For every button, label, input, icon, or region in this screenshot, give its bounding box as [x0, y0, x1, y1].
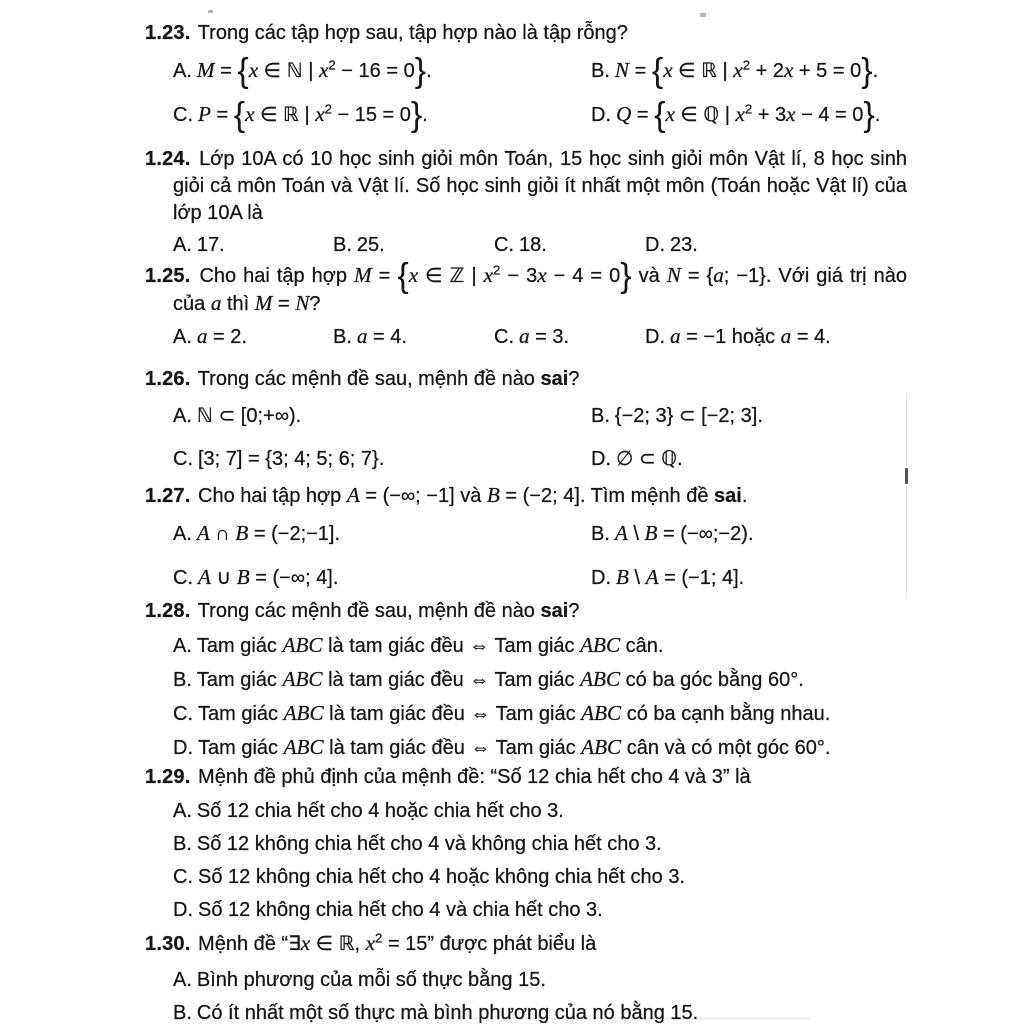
- option-text: Số 12 không chia hết cho 4 hoặc không chia hết cho 3.: [198, 866, 686, 888]
- question-stem: [145, 482, 907, 510]
- option-text: N = {x ∈ ℝ | $x^2 + 2x + 5 = 0$}.: [614, 51, 879, 90]
- option-text: 17.: [196, 234, 225, 256]
- option-label: A.: [173, 800, 192, 822]
- question-stem: [145, 598, 907, 625]
- question-text: Cho hai tập hợp M = {x ∈ ℤ | $x^2 - 3x - 4 = 0$} và N = {a; −1}. Với giá trị nào của a thì M = N?: [173, 256, 907, 315]
- question-1-23: [145, 20, 907, 134]
- question-number: 1.25.: [145, 265, 191, 287]
- question-options: [145, 519, 907, 592]
- option-text: Tam giác ABC là tam giác đều ⇔ Tam giác ABC có ba cạnh bằng nhau.: [198, 701, 831, 725]
- option-label: D.: [645, 234, 665, 256]
- option-b: [591, 402, 907, 430]
- question-1-28: [145, 598, 907, 767]
- option-a: [173, 519, 591, 548]
- option-text: ℕ ⊂ [0;+∞).: [196, 405, 302, 427]
- option-label: C.: [173, 104, 193, 126]
- question-1-24: [145, 146, 907, 259]
- option-c: [494, 322, 645, 351]
- option-c: [173, 95, 591, 134]
- question-number: 1.28.: [145, 600, 191, 622]
- question-number: 1.30.: [145, 933, 191, 955]
- option-a: [173, 797, 907, 825]
- option-text: A \ B = (−∞;−2).: [614, 521, 754, 545]
- question-options: [145, 402, 907, 473]
- option-d: [645, 231, 907, 259]
- option-text: ∅ ⊂ ℚ.: [616, 448, 683, 470]
- option-c: [173, 563, 591, 592]
- question-number: 1.24.: [145, 148, 191, 170]
- question-text: Lớp 10A có 10 học sinh giỏi môn Toán, 15 học sinh giỏi môn Vật lí, 8 học sinh giỏi cả môn Toán và Vật lí. Số học sinh giỏi ít nhất một môn (Toán hoặc Vật lí) của lớp 10A là: [173, 148, 907, 224]
- option-label: B.: [173, 833, 192, 855]
- option-label: A.: [173, 405, 192, 427]
- question-stem: [145, 930, 907, 958]
- question-options: [145, 631, 907, 762]
- option-text: A ∪ B = (−∞; 4].: [198, 565, 339, 589]
- option-text: a = −1 hoặc a = 4.: [670, 324, 831, 348]
- option-label: C.: [494, 234, 514, 256]
- option-text: Số 12 không chia hết cho 4 và không chia hết cho 3.: [196, 833, 662, 855]
- option-text: Tam giác ABC là tam giác đều ⇔ Tam giác ABC có ba góc bằng 60°.: [196, 667, 804, 691]
- option-c: [173, 699, 907, 728]
- question-text: Trong các tập hợp sau, tập hợp nào là tập rỗng?: [197, 22, 628, 44]
- option-label: A.: [173, 969, 192, 991]
- option-label: A.: [173, 60, 192, 82]
- question-number: 1.27.: [145, 485, 191, 507]
- option-a: [173, 322, 333, 351]
- option-label: D.: [173, 737, 193, 759]
- option-label: C.: [173, 448, 193, 470]
- question-stem: [145, 20, 907, 47]
- question-text: Mệnh đề phủ định của mệnh đề: “Số 12 chia hết cho 4 và 3” là: [198, 766, 751, 788]
- option-text: 25.: [356, 234, 385, 256]
- option-label: C.: [173, 703, 193, 725]
- option-label: A.: [173, 635, 192, 657]
- option-label: A.: [173, 234, 192, 256]
- option-text: {−2; 3} ⊂ [−2; 3].: [614, 405, 763, 427]
- option-label: B.: [173, 1002, 192, 1024]
- option-label: D.: [645, 326, 665, 348]
- option-d: [591, 445, 907, 473]
- option-label: B.: [333, 234, 352, 256]
- option-label: C.: [173, 567, 193, 589]
- option-label: A.: [173, 523, 192, 545]
- option-text: 18.: [519, 234, 547, 256]
- question-1-29: [145, 764, 907, 929]
- question-text: Mệnh đề “∃x ∈ ℝ, $x^2 = 15$” được phát biểu là: [198, 930, 597, 955]
- option-c: [173, 445, 591, 473]
- question-1-26: [145, 366, 907, 473]
- option-label: C.: [494, 326, 514, 348]
- option-label: D.: [173, 899, 193, 921]
- question-text: Trong các mệnh đề sau, mệnh đề nào sai?: [197, 368, 580, 390]
- question-stem: [145, 366, 907, 393]
- scan-artifact-speck: [700, 13, 706, 17]
- option-label: C.: [173, 866, 193, 888]
- option-b: [173, 999, 907, 1027]
- question-text: Cho hai tập hợp A = (−∞; −1] và B = (−2; 4]. Tìm mệnh đề sai.: [198, 483, 748, 507]
- question-options: [145, 51, 907, 134]
- option-text: Có ít nhất một số thực mà bình phương của nó bằng 15.: [196, 1002, 699, 1024]
- question-options: [145, 797, 907, 924]
- option-label: D.: [591, 448, 611, 470]
- option-text: a = 2.: [196, 324, 247, 348]
- option-text: M = {x ∈ ℕ | $x^2 - 16 = 0$}.: [196, 51, 432, 90]
- option-b: [173, 665, 907, 694]
- question-stem: [145, 764, 907, 791]
- question-stem: [145, 146, 907, 227]
- option-label: B.: [591, 405, 610, 427]
- option-b: [591, 519, 907, 548]
- option-d: [591, 95, 907, 134]
- option-text: Tam giác ABC là tam giác đều ⇔ Tam giác ABC cân và có một góc 60°.: [198, 735, 831, 759]
- option-a: [173, 231, 333, 259]
- option-text: [3; 7] = {3; 4; 5; 6; 7}.: [198, 448, 385, 470]
- option-text: A ∩ B = (−2;−1].: [196, 521, 341, 545]
- option-b: [591, 51, 907, 90]
- question-1-25: [145, 256, 907, 351]
- option-c: [494, 231, 645, 259]
- question-number: 1.29.: [145, 766, 191, 788]
- option-label: D.: [591, 567, 611, 589]
- question-text: Trong các mệnh đề sau, mệnh đề nào sai?: [197, 600, 580, 622]
- option-b: [333, 231, 494, 259]
- question-number: 1.26.: [145, 368, 191, 390]
- option-label: A.: [173, 326, 192, 348]
- option-b: [333, 322, 494, 351]
- option-d: [173, 733, 907, 762]
- option-label: D.: [591, 104, 611, 126]
- question-options: [145, 231, 907, 259]
- scan-artifact-speck: [208, 10, 213, 13]
- option-a: [173, 631, 907, 660]
- option-label: B.: [591, 523, 610, 545]
- scan-artifact-bottom-smudge: [170, 1017, 810, 1020]
- option-text: Số 12 không chia hết cho 4 và chia hết cho 3.: [198, 899, 603, 921]
- option-text: Tam giác ABC là tam giác đều ⇔ Tam giác ABC cân.: [196, 633, 664, 657]
- option-label: B.: [173, 669, 192, 691]
- question-options: [145, 322, 907, 351]
- question-stem: [145, 256, 907, 318]
- option-text: P = {x ∈ ℝ | $x^2 - 15 = 0$}.: [198, 95, 428, 134]
- option-text: Bình phương của mỗi số thực bằng 15.: [196, 969, 546, 991]
- option-text: a = 4.: [356, 324, 407, 348]
- option-b: [173, 830, 907, 858]
- option-c: [173, 863, 907, 891]
- question-number: 1.23.: [145, 22, 191, 44]
- option-a: [173, 402, 591, 430]
- scan-artifact-page-edge-line: [906, 393, 907, 598]
- question-1-27: [145, 482, 907, 592]
- option-text: 23.: [670, 234, 698, 256]
- option-d: [173, 896, 907, 924]
- scan-artifact-dark-dash: [905, 468, 908, 484]
- option-text: Số 12 chia hết cho 4 hoặc chia hết cho 3.: [196, 800, 564, 822]
- option-text: B \ A = (−1; 4].: [616, 565, 745, 589]
- option-a: [173, 51, 591, 90]
- option-label: B.: [591, 60, 610, 82]
- option-d: [591, 563, 907, 592]
- option-a: [173, 966, 907, 994]
- option-text: a = 3.: [519, 324, 570, 348]
- option-text: Q = {x ∈ ℚ | $x^2 + 3x - 4 = 0$}.: [616, 95, 881, 134]
- option-d: [645, 322, 907, 351]
- option-label: B.: [333, 326, 352, 348]
